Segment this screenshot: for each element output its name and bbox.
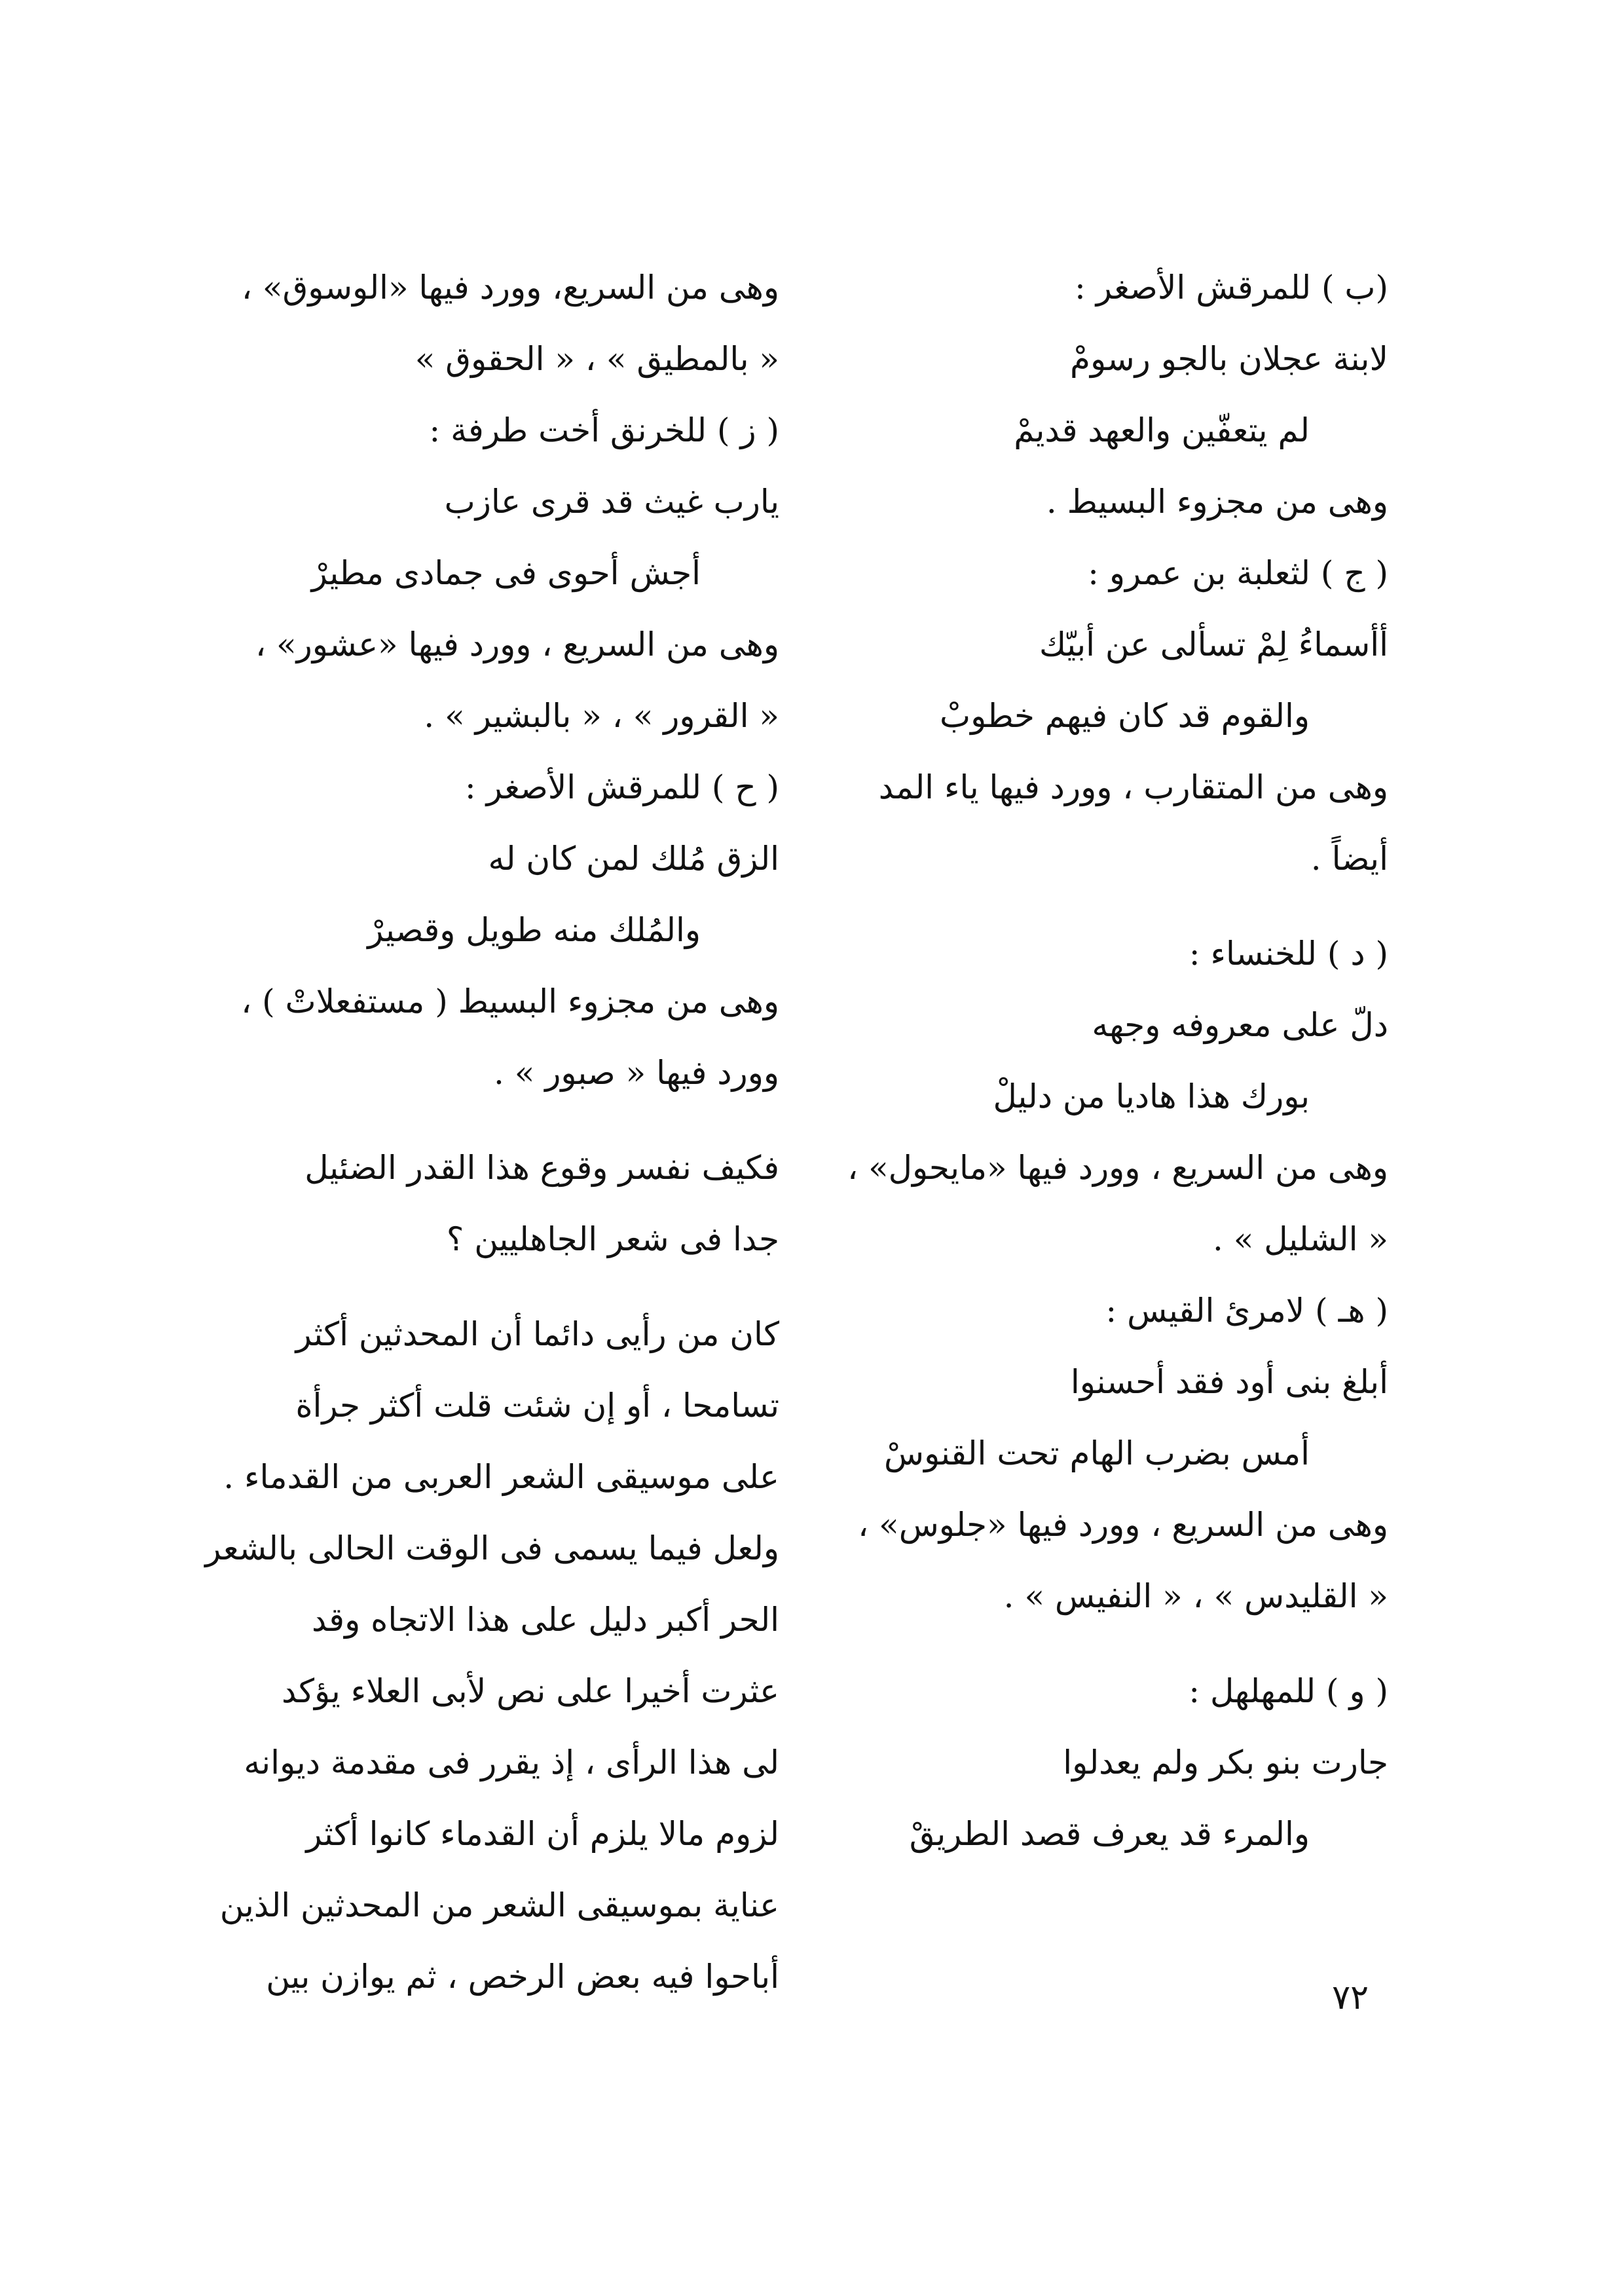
text-line: وهى من السريع، وورد فيها «الوسوق» ، — [241, 269, 779, 307]
text-line: أباحوا فيه بعض الرخص ، ثم يوازن بين — [266, 1958, 779, 1996]
verse-second-hemistich: والمرء قد يعرف قصد الطريقْ — [909, 1815, 1310, 1853]
verse-first-hemistich: لابنة عجلان بالجو رسومْ — [1070, 340, 1388, 378]
poem-heading: ( ز ) للخرنق أخت طرفة : — [429, 411, 779, 449]
text-line: تسامحا ، أو إن شئت قلت أكثر جرأة — [295, 1387, 779, 1425]
poem-heading: ( و ) للمهلهل : — [1189, 1672, 1388, 1710]
text-line: وهى من المتقارب ، وورد فيها ياء المد — [878, 768, 1388, 806]
page-number: ٧٢ — [1332, 1978, 1369, 2017]
text-line: وهى من مجزوء البسيط . — [1046, 483, 1388, 521]
poem-heading: ( هـ ) لامرئ القيس : — [1105, 1292, 1388, 1330]
text-line: وهى من السريع ، وورد فيها «مايحول» ، — [847, 1149, 1388, 1187]
verse-second-hemistich: أمس بضرب الهام تحت القنوسْ — [884, 1434, 1310, 1472]
verse-second-hemistich: لم يتعفّين والعهد قديمْ — [1014, 411, 1310, 449]
text-line: وهى من السريع ، وورد فيها «جلوس» ، — [858, 1506, 1388, 1544]
verse-second-hemistich: والقوم قد كان فيهم خطوبْ — [940, 697, 1310, 735]
text-line: « الشليل » . — [1213, 1220, 1388, 1258]
verse-second-hemistich: والمُلك منه طويل وقصيرْ — [367, 911, 701, 949]
text-line: وهى من مجزوء البسيط ( مستفعلاتْ ) ، — [241, 982, 779, 1020]
text-line: أيضاً . — [1310, 840, 1388, 878]
text-line: « بالمطيق » ، « الحقوق » — [415, 340, 779, 378]
text-line: جدا فى شعر الجاهليين ؟ — [446, 1220, 779, 1258]
verse-first-hemistich: دلّ على معروفه وجهه — [1092, 1006, 1388, 1044]
spacer — [845, 895, 1388, 918]
text-line: على موسيقى الشعر العربى من القدماء . — [223, 1458, 779, 1496]
text-line: كان من رأيى دائما أن المحدثين أكثر — [295, 1315, 779, 1353]
text-line: ولعل فيما يسمى فى الوقت الحالى بالشعر — [205, 1529, 779, 1567]
text-line: وورد فيها « صبور » . — [493, 1054, 779, 1092]
verse-second-hemistich: أجش أحوى فى جمادى مطيرْ — [311, 554, 701, 592]
text-line: لى هذا الرأى ، إذ يقرر فى مقدمة ديوانه — [244, 1744, 779, 1782]
text-line: الحر أكبر دليل على هذا الاتجاه وقد — [311, 1601, 779, 1639]
verse-first-hemistich: يارب غيث قد قرى عازب — [444, 483, 779, 521]
poem-heading: ( ح ) للمرقش الأصغر : — [464, 768, 779, 806]
text-line: فكيف نفسر وقوع هذا القدر الضئيل — [304, 1149, 779, 1187]
text-line: لزوم مالا يلزم أن القدماء كانوا أكثر — [306, 1815, 779, 1853]
verse-first-hemistich: الزق مُلك لمن كان له — [488, 840, 779, 878]
spacer — [242, 1109, 779, 1132]
text-line: وهى من السريع ، وورد فيها «عشور» ، — [255, 625, 779, 663]
poem-heading: (ب ) للمرقش الأصغر : — [1074, 269, 1388, 307]
right-column — [845, 252, 1388, 1870]
verse-first-hemistich: أبلغ بنى أود فقد أحسنوا — [1070, 1363, 1388, 1401]
poem-heading: ( ج ) لثعلبة بن عمرو : — [1088, 554, 1388, 592]
verse-second-hemistich: بورك هذا هاديا من دليلْ — [993, 1077, 1310, 1115]
text-line: « القرور » ، « بالبشير » . — [424, 697, 779, 735]
verse-first-hemistich: أأسماءُ لِمْ تسألى عن أبيّك — [1039, 625, 1388, 663]
text-line: عناية بموسيقى الشعر من المحدثين الذين — [219, 1886, 779, 1924]
left-column — [205, 252, 779, 2013]
text-line: « القليدس » ، « النفيس » . — [1003, 1577, 1388, 1615]
text-line: عثرت أخيرا على نص لأبى العلاء يؤكد — [281, 1672, 779, 1710]
verse-first-hemistich: جارت بنو بكر ولم يعدلوا — [1063, 1744, 1388, 1782]
spacer — [242, 1275, 779, 1299]
spacer — [845, 1632, 1388, 1656]
poem-heading: ( د ) للخنساء : — [1189, 935, 1388, 973]
